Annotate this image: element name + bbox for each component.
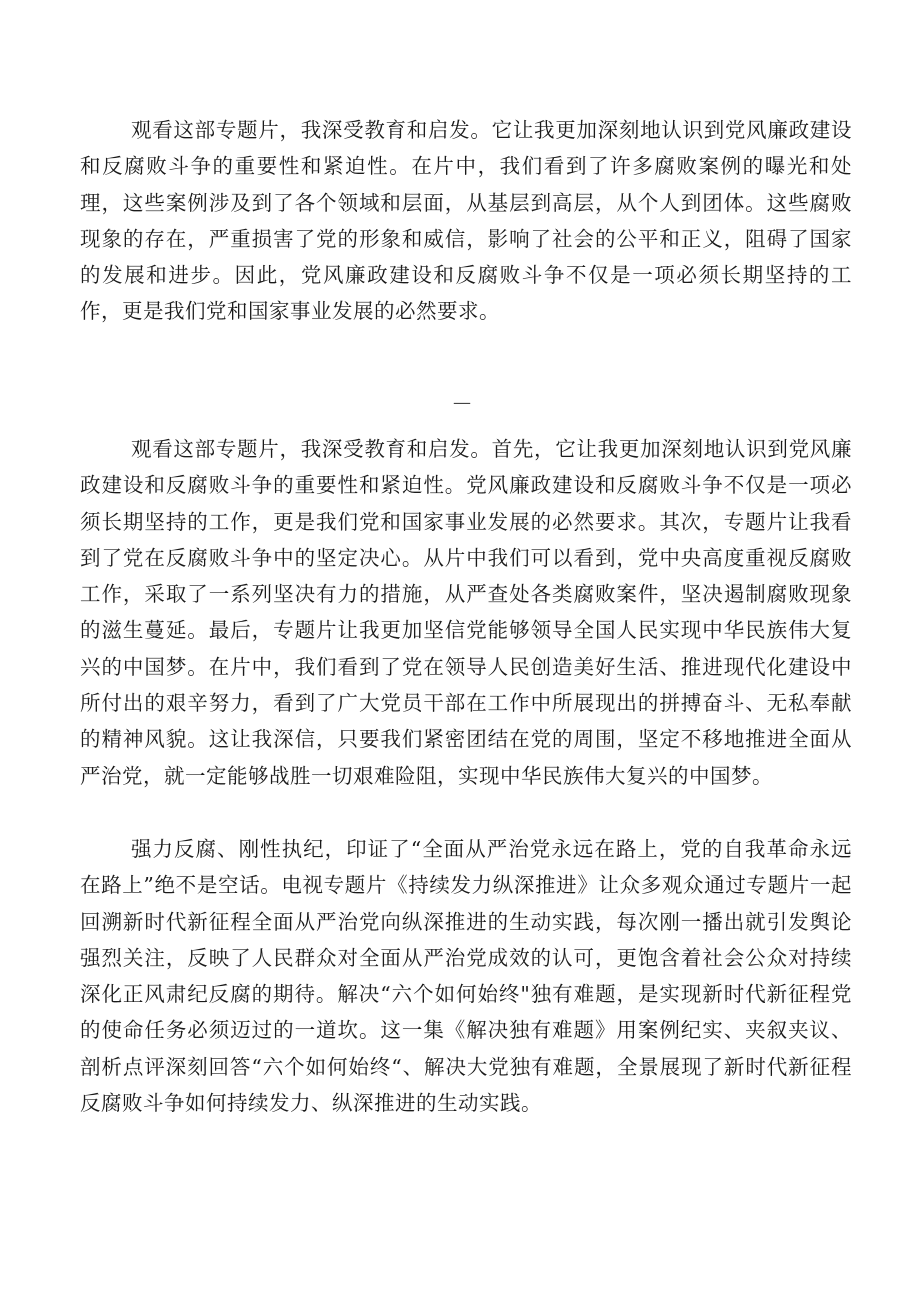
paragraph-1: 观看这部专题片，我深受教育和启发。它让我更加深刻地认识到党风廉政建设和反腐败斗争的重要性和紧迫性。在片中，我们看到了许多腐败案例的曝光和处理，这些案例涉及到了各个领域和层面，从基层到高层，从个人到团体。这些腐败现象的存在，严重损害了党的形象和威信，影响了社会的公平和正义，阻碍了国家的发展和进步。因此，党风廉政建设和反腐败斗争不仅是一项必须长期坚持的工作，更是我们党和国家事业发展的必然要求。 xyxy=(80,118,852,324)
section-divider: — xyxy=(453,392,471,413)
paragraph-2: 观看这部专题片，我深受教育和启发。首先，它让我更加深刻地认识到党风廉政建设和反腐败斗争的重要性和紧迫性。党风廉政建设和反腐败斗争不仅是一项必须长期坚持的工作，更是我们党和国家事业发展的必然要求。其次，专题片让我看到了党在反腐败斗争中的坚定决心。从片中我们可以看到，党中央高度重视反腐败工作，采取了一系列坚决有力的措施，从严查处各类腐败案件，坚决遏制腐败现象的滋生蔓延。最后，专题片让我更加坚信党能够领导全国人民实现中华民族伟大复兴的中国梦。在片中，我们看到了党在领导人民创造美好生活、推进现代化建设中所付出的艰辛努力，看到了广大党员干部在工作中所展现出的拼搏奋斗、无私奉献的精神风貌。这让我深信，只要我们紧密团结在党的周围，坚定不移地推进全面从严治党，就一定能够战胜一切艰难险阻，实现中华民族伟大复兴的中国梦。 xyxy=(80,437,852,788)
paragraph-3: 强力反腐、刚性执纪，印证了“全面从严治党永远在路上，党的自我革命永远在路上”绝不是空话。电视专题片《持续发力纵深推进》让众多观众通过专题片一起回溯新时代新征程全面从严治党向纵深推进的生动实践，每次刚一播出就引发舆论强烈关注，反映了人民群众对全面从严治党成效的认可，更饱含着社会公众对持续深化正风肃纪反腐的期待。解决“六个如何始终"独有难题，是实现新时代新征程党的使命任务必须迈过的一道坎。这一集《解决独有难题》用案例纪实、夹叙夹议、剖析点评深刻回答“六个如何始终“、解决大党独有难题，全景展现了新时代新征程反腐败斗争如何持续发力、纵深推进的生动实践。 xyxy=(80,837,852,1116)
